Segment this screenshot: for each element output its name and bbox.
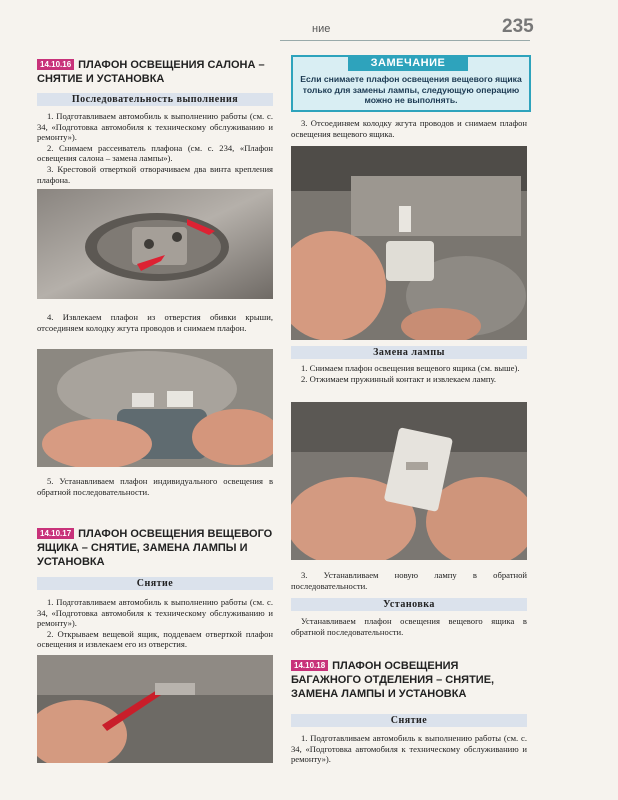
- section-17-subheader-removal: Снятие: [37, 577, 273, 590]
- header-rule: [280, 40, 530, 41]
- note-box: [291, 55, 531, 112]
- section-17-step-3: 3. Отсоединяем колодку жгута проводов и снимаем плафон освещения вещевого ящика.: [291, 118, 527, 139]
- section-16-title-line1: ПЛАФОН ОСВЕЩЕНИЯ САЛОНА –: [78, 59, 265, 71]
- photo-lamp-replacement: [291, 402, 527, 560]
- section-16-step-4-block: [37, 312, 273, 333]
- photo-ceiling-lamp-connector: [37, 349, 273, 467]
- section-18-title-line3: ЗАМЕНА ЛАМПЫ И УСТАНОВКА: [291, 688, 467, 700]
- section-18-title-line2: БАГАЖНОГО ОТДЕЛЕНИЯ – СНЯТИЕ,: [291, 674, 495, 686]
- section-16-title-line2: СНЯТИЕ И УСТАНОВКА: [37, 73, 165, 85]
- section-16-number: 14.10.16: [37, 59, 74, 70]
- section-18-step-1: 1. Подготавливаем автомобиль к выполнению работы (см. с. 34, «Подготовка автомобиля к техническому обслуживанию и ремонту»).: [291, 733, 527, 765]
- section-17-lamp-step-3-block: [291, 570, 527, 591]
- section-17-number: 14.10.17: [37, 528, 74, 539]
- section-18-number: 14.10.18: [291, 660, 328, 671]
- page-number: 235: [502, 16, 534, 37]
- section-17-install-block: [291, 616, 527, 637]
- section-17-subheader-install: Установка: [291, 598, 527, 611]
- section-16-step-2: 2. Снимаем рассеиватель плафона (см. с. 234, «Плафон освещения салона – замена лампы»).: [37, 142, 273, 164]
- note-text: Если снимаете плафон освещения вещевого ящика только для замены лампы, следующую операцию можно не выполнять.: [300, 74, 522, 106]
- section-18-steps: [291, 733, 527, 765]
- section-17-lamp-step-3: 3. Устанавливаем новую лампу в обратной последовательности.: [291, 570, 527, 591]
- section-17-removal-steps: [37, 597, 273, 650]
- section-16-step-4: 4. Извлекаем плафон из отверстия обивки крыши, отсоединяем колодку жгута проводов и снимаем плафон.: [37, 312, 273, 333]
- photo-ceiling-lamp-screws: [37, 189, 273, 299]
- section-17-subheader-lamp: Замена лампы: [291, 346, 527, 359]
- section-17-title-line2: ЯЩИКА – СНЯТИЕ, ЗАМЕНА ЛАМПЫ И: [37, 542, 248, 554]
- section-17-lamp-steps: [291, 363, 527, 384]
- section-17-title-line1: ПЛАФОН ОСВЕЩЕНИЯ ВЕЩЕВОГО: [78, 528, 273, 540]
- photo-glovebox-connector: [291, 146, 527, 340]
- section-17-title-line3: УСТАНОВКА: [37, 556, 105, 568]
- section-16-step-3: 3. Крестовой отверткой отворачиваем два винта крепления плафона.: [37, 163, 273, 185]
- section-17-install: Устанавливаем плафон освещения вещевого ящика в обратной последовательности.: [291, 616, 527, 637]
- section-16-step-5-block: [37, 476, 273, 497]
- section-18-title: [291, 659, 531, 701]
- section-17-lamp-step-2: 2. Отжимаем пружинный контакт и извлекаем лампу.: [301, 373, 497, 384]
- section-18-title-line1: ПЛАФОН ОСВЕЩЕНИЯ: [332, 660, 459, 672]
- section-17-lamp-step-1: 1. Снимаем плафон освещения вещевого ящика (см. выше).: [301, 363, 520, 373]
- section-16-steps-1-3: [37, 111, 273, 185]
- photo-glovebox-pry: [37, 655, 273, 763]
- note-title: ЗАМЕЧАНИЕ: [348, 55, 468, 71]
- section-17-step-1: 1. Подготавливаем автомобиль к выполнению работы (см. с. 34, «Подготовка автомобиля к техническому обслуживанию и ремонту»).: [37, 597, 273, 629]
- running-header: ние: [312, 23, 331, 35]
- section-16-subheader: Последовательность выполнения: [37, 93, 273, 106]
- section-17-step-2: 2. Открываем вещевой ящик, поддеваем отверткой плафон освещения и извлекаем его из отверстия.: [37, 628, 273, 650]
- section-18-subheader: Снятие: [291, 714, 527, 727]
- section-16-title: [37, 58, 277, 86]
- section-16-step-1: 1. Подготавливаем автомобиль к выполнению работы (см. с. 34, «Подготовка автомобиля к техническому обслуживанию и ремонту»).: [37, 111, 273, 143]
- section-16-step-5: 5. Устанавливаем плафон индивидуального освещения в обратной последовательности.: [37, 476, 273, 497]
- section-17-step-3-block: [291, 118, 527, 139]
- section-17-title: [37, 527, 277, 569]
